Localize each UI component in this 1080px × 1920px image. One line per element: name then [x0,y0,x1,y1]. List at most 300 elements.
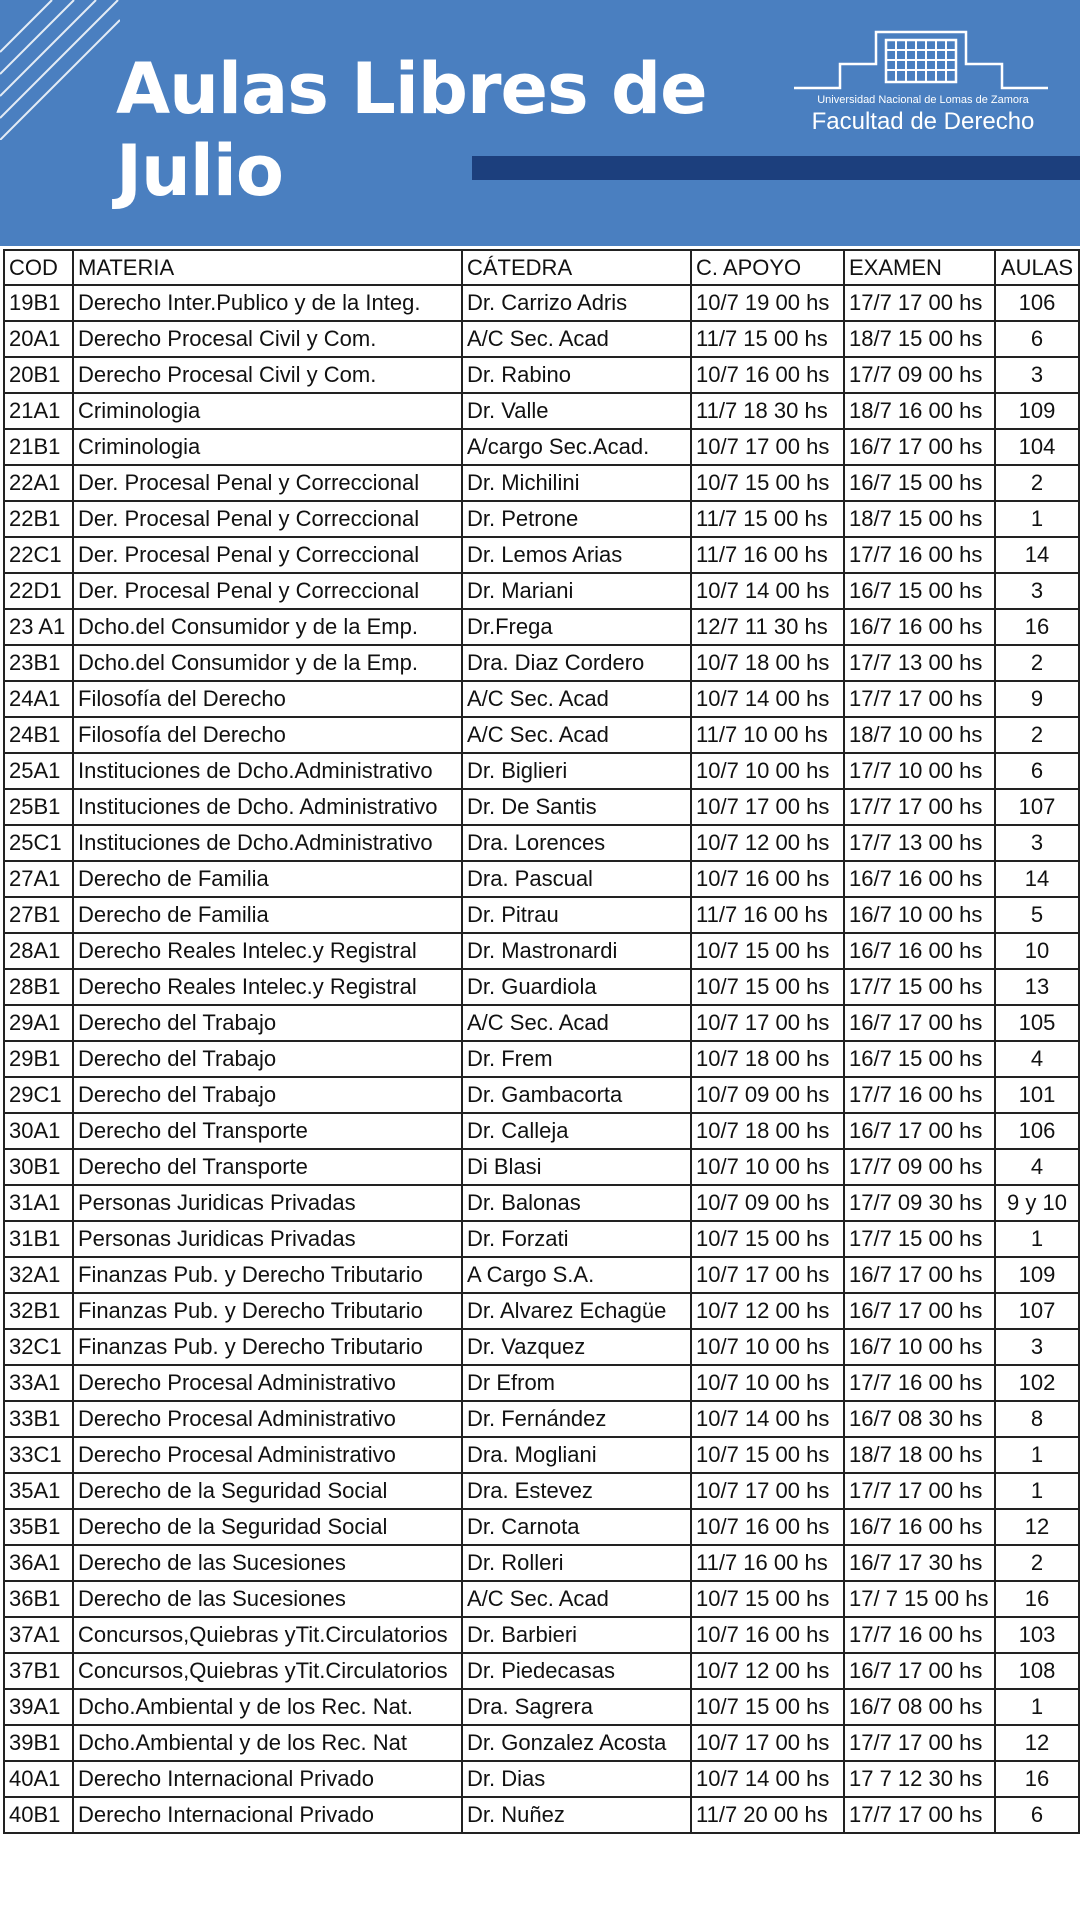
cell-cod: 24A1 [4,681,73,717]
cell-aulas: 106 [995,1113,1079,1149]
table-row [4,573,1079,609]
cell-aulas: 6 [995,753,1079,789]
cell-aulas: 8 [995,1401,1079,1437]
cell-apoyo: 10/7 15 00 hs [691,465,844,501]
cell-aulas: 1 [995,1689,1079,1725]
cell-cod: 20B1 [4,357,73,393]
cell-materia: Derecho de Familia [73,861,462,897]
cell-materia: Derecho del Transporte [73,1113,462,1149]
table-row [4,1185,1079,1221]
table-row [4,429,1079,465]
cell-cod: 36B1 [4,1581,73,1617]
cell-aulas: 2 [995,645,1079,681]
cell-cod: 32B1 [4,1293,73,1329]
cell-materia: Derecho de la Seguridad Social [73,1473,462,1509]
cell-examen: 17/7 17 00 hs [844,1797,995,1833]
table-row [4,537,1079,573]
cell-cod: 23B1 [4,645,73,681]
classroom-table-container [3,249,1078,1834]
cell-examen: 17/7 17 00 hs [844,681,995,717]
cell-examen: 17/7 15 00 hs [844,969,995,1005]
cell-examen: 16/7 15 00 hs [844,573,995,609]
cell-aulas: 3 [995,825,1079,861]
table-row [4,1077,1079,1113]
cell-examen: 17 7 12 30 hs [844,1761,995,1797]
table-row [4,1149,1079,1185]
cell-apoyo: 10/7 15 00 hs [691,933,844,969]
cell-materia: Personas Juridicas Privadas [73,1221,462,1257]
header [0,0,1080,246]
cell-examen: 17/7 16 00 hs [844,1077,995,1113]
cell-examen: 17/7 09 30 hs [844,1185,995,1221]
cell-cod: 21B1 [4,429,73,465]
accent-band [472,156,1080,180]
cell-apoyo: 10/7 17 00 hs [691,1473,844,1509]
cell-catedra: A Cargo S.A. [462,1257,691,1293]
cell-aulas: 108 [995,1653,1079,1689]
cell-apoyo: 11/7 16 00 hs [691,1545,844,1581]
cell-materia: Derecho del Trabajo [73,1005,462,1041]
cell-aulas: 107 [995,789,1079,825]
cell-aulas: 104 [995,429,1079,465]
cell-materia: Personas Juridicas Privadas [73,1185,462,1221]
cell-cod: 21A1 [4,393,73,429]
cell-cod: 35B1 [4,1509,73,1545]
cell-examen: 16/7 17 00 hs [844,429,995,465]
cell-aulas: 105 [995,1005,1079,1041]
cell-materia: Filosofía del Derecho [73,717,462,753]
cell-catedra: Di Blasi [462,1149,691,1185]
cell-catedra: Dr. Carrizo Adris [462,285,691,321]
table-row [4,1761,1079,1797]
table-row [4,1473,1079,1509]
cell-examen: 18/7 10 00 hs [844,717,995,753]
cell-catedra: Dr. Gonzalez Acosta [462,1725,691,1761]
cell-cod: 39A1 [4,1689,73,1725]
cell-examen: 16/7 10 00 hs [844,1329,995,1365]
cell-materia: Dcho.Ambiental y de los Rec. Nat. [73,1689,462,1725]
col-header-apoyo: C. APOYO [691,250,844,285]
col-header-catedra: CÁTEDRA [462,250,691,285]
cell-catedra: Dr. De Santis [462,789,691,825]
cell-materia: Finanzas Pub. y Derecho Tributario [73,1293,462,1329]
cell-examen: 16/7 16 00 hs [844,861,995,897]
cell-cod: 31B1 [4,1221,73,1257]
cell-examen: 17/7 09 00 hs [844,1149,995,1185]
cell-cod: 23 A1 [4,609,73,645]
cell-aulas: 102 [995,1365,1079,1401]
cell-examen: 16/7 16 00 hs [844,933,995,969]
cell-materia: Derecho del Transporte [73,1149,462,1185]
cell-apoyo: 10/7 15 00 hs [691,1221,844,1257]
cell-examen: 16/7 17 00 hs [844,1653,995,1689]
cell-apoyo: 10/7 12 00 hs [691,1293,844,1329]
cell-examen: 16/7 17 00 hs [844,1005,995,1041]
table-row [4,861,1079,897]
cell-materia: Derecho del Trabajo [73,1077,462,1113]
cell-catedra: Dr. Mastronardi [462,933,691,969]
cell-examen: 17/7 17 00 hs [844,285,995,321]
cell-apoyo: 11/7 16 00 hs [691,897,844,933]
cell-aulas: 5 [995,897,1079,933]
cell-aulas: 109 [995,393,1079,429]
cell-cod: 20A1 [4,321,73,357]
table-row [4,1221,1079,1257]
cell-aulas: 13 [995,969,1079,1005]
cell-materia: Derecho de las Sucesiones [73,1581,462,1617]
cell-apoyo: 10/7 17 00 hs [691,1005,844,1041]
cell-catedra: Dr. Frem [462,1041,691,1077]
cell-apoyo: 11/7 15 00 hs [691,321,844,357]
cell-aulas: 1 [995,1473,1079,1509]
cell-catedra: Dra. Mogliani [462,1437,691,1473]
cell-examen: 16/7 15 00 hs [844,1041,995,1077]
cell-apoyo: 11/7 20 00 hs [691,1797,844,1833]
cell-apoyo: 12/7 11 30 hs [691,609,844,645]
cell-materia: Dcho.del Consumidor y de la Emp. [73,609,462,645]
table-row [4,1401,1079,1437]
title-line-1: Aulas Libres de [116,48,707,130]
cell-apoyo: 10/7 17 00 hs [691,1725,844,1761]
cell-examen: 17/ 7 15 00 hs [844,1581,995,1617]
cell-cod: 19B1 [4,285,73,321]
table-row [4,1689,1079,1725]
cell-aulas: 3 [995,573,1079,609]
cell-aulas: 1 [995,1221,1079,1257]
table-row [4,969,1079,1005]
table-row [4,1437,1079,1473]
table-row [4,825,1079,861]
cell-materia: Criminologia [73,429,462,465]
cell-catedra: Dr. Nuñez [462,1797,691,1833]
cell-examen: 17/7 16 00 hs [844,1365,995,1401]
cell-cod: 33A1 [4,1365,73,1401]
cell-catedra: Dra. Estevez [462,1473,691,1509]
cell-aulas: 101 [995,1077,1079,1113]
cell-apoyo: 10/7 12 00 hs [691,1653,844,1689]
cell-apoyo: 10/7 14 00 hs [691,573,844,609]
cell-aulas: 4 [995,1149,1079,1185]
cell-catedra: A/C Sec. Acad [462,717,691,753]
cell-aulas: 1 [995,501,1079,537]
cell-examen: 17/7 09 00 hs [844,357,995,393]
cell-cod: 25C1 [4,825,73,861]
cell-catedra: Dr. Guardiola [462,969,691,1005]
table-row [4,681,1079,717]
cell-catedra: Dr. Pitrau [462,897,691,933]
cell-materia: Concursos,Quiebras yTit.Circulatorios [73,1617,462,1653]
cell-aulas: 1 [995,1437,1079,1473]
table-row [4,357,1079,393]
cell-examen: 17/7 10 00 hs [844,753,995,789]
cell-cod: 40B1 [4,1797,73,1833]
cell-cod: 37B1 [4,1653,73,1689]
cell-materia: Instituciones de Dcho.Administrativo [73,825,462,861]
table-row [4,465,1079,501]
col-header-materia: MATERIA [73,250,462,285]
cell-cod: 33B1 [4,1401,73,1437]
cell-apoyo: 10/7 17 00 hs [691,429,844,465]
cell-catedra: Dr. Biglieri [462,753,691,789]
cell-materia: Derecho Reales Intelec.y Registral [73,933,462,969]
cell-materia: Filosofía del Derecho [73,681,462,717]
cell-materia: Derecho Internacional Privado [73,1797,462,1833]
table-row [4,645,1079,681]
cell-materia: Derecho Procesal Civil y Com. [73,357,462,393]
table-row [4,1365,1079,1401]
cell-catedra: Dr. Fernández [462,1401,691,1437]
cell-aulas: 3 [995,357,1079,393]
cell-apoyo: 10/7 18 00 hs [691,645,844,681]
table-header-row [4,250,1079,285]
cell-aulas: 2 [995,717,1079,753]
cell-examen: 17/7 17 00 hs [844,1473,995,1509]
cell-materia: Der. Procesal Penal y Correccional [73,537,462,573]
cell-materia: Dcho.del Consumidor y de la Emp. [73,645,462,681]
cell-catedra: Dra. Diaz Cordero [462,645,691,681]
cell-cod: 36A1 [4,1545,73,1581]
cell-cod: 29C1 [4,1077,73,1113]
cell-catedra: Dr. Valle [462,393,691,429]
cell-catedra: Dr. Vazquez [462,1329,691,1365]
cell-examen: 17/7 16 00 hs [844,537,995,573]
cell-catedra: Dr. Petrone [462,501,691,537]
cell-catedra: A/C Sec. Acad [462,1581,691,1617]
cell-materia: Der. Procesal Penal y Correccional [73,573,462,609]
cell-materia: Instituciones de Dcho. Administrativo [73,789,462,825]
cell-examen: 17/7 16 00 hs [844,1617,995,1653]
cell-examen: 16/7 16 00 hs [844,1509,995,1545]
cell-examen: 16/7 17 00 hs [844,1257,995,1293]
logo-faculty-name: Facultad de Derecho [811,108,1035,135]
cell-catedra: Dra. Sagrera [462,1689,691,1725]
table-row [4,1725,1079,1761]
cell-cod: 37A1 [4,1617,73,1653]
cell-examen: 16/7 08 00 hs [844,1689,995,1725]
cell-materia: Finanzas Pub. y Derecho Tributario [73,1257,462,1293]
cell-catedra: Dr. Balonas [462,1185,691,1221]
cell-apoyo: 11/7 15 00 hs [691,501,844,537]
cell-examen: 16/7 17 00 hs [844,1113,995,1149]
cell-apoyo: 10/7 19 00 hs [691,285,844,321]
table-row [4,1257,1079,1293]
cell-cod: 28A1 [4,933,73,969]
cell-materia: Derecho Procesal Administrativo [73,1437,462,1473]
cell-apoyo: 10/7 14 00 hs [691,1401,844,1437]
cell-apoyo: 10/7 16 00 hs [691,1509,844,1545]
cell-catedra: A/C Sec. Acad [462,681,691,717]
cell-examen: 18/7 15 00 hs [844,321,995,357]
table-row [4,1581,1079,1617]
table-row [4,753,1079,789]
table-row [4,1329,1079,1365]
cell-aulas: 12 [995,1725,1079,1761]
building-icon [790,26,1052,92]
cell-apoyo: 10/7 10 00 hs [691,1149,844,1185]
cell-materia: Instituciones de Dcho.Administrativo [73,753,462,789]
table-row [4,501,1079,537]
cell-examen: 17/7 15 00 hs [844,1221,995,1257]
diagonal-stripes-decoration [0,0,120,140]
table-row [4,1545,1079,1581]
cell-cod: 39B1 [4,1725,73,1761]
cell-apoyo: 10/7 15 00 hs [691,1581,844,1617]
cell-aulas: 9 y 10 [995,1185,1079,1221]
cell-aulas: 9 [995,681,1079,717]
table-row [4,609,1079,645]
table-row [4,1005,1079,1041]
cell-catedra: Dr Efrom [462,1365,691,1401]
classroom-table [3,249,1080,1834]
cell-materia: Derecho de Familia [73,897,462,933]
cell-materia: Dcho.Ambiental y de los Rec. Nat [73,1725,462,1761]
cell-examen: 16/7 08 30 hs [844,1401,995,1437]
cell-apoyo: 11/7 10 00 hs [691,717,844,753]
faculty-logo [790,26,1052,136]
cell-aulas: 2 [995,465,1079,501]
cell-catedra: A/cargo Sec.Acad. [462,429,691,465]
cell-cod: 35A1 [4,1473,73,1509]
cell-apoyo: 10/7 16 00 hs [691,1617,844,1653]
cell-examen: 16/7 17 30 hs [844,1545,995,1581]
col-header-examen: EXAMEN [844,250,995,285]
table-row [4,1113,1079,1149]
cell-materia: Derecho Inter.Publico y de la Integ. [73,285,462,321]
cell-apoyo: 10/7 18 00 hs [691,1113,844,1149]
page-title [116,48,707,212]
cell-examen: 17/7 17 00 hs [844,1725,995,1761]
cell-catedra: Dr. Forzati [462,1221,691,1257]
cell-catedra: A/C Sec. Acad [462,1005,691,1041]
cell-materia: Derecho Procesal Administrativo [73,1365,462,1401]
cell-aulas: 14 [995,537,1079,573]
cell-cod: 27B1 [4,897,73,933]
table-row [4,1293,1079,1329]
table-row [4,897,1079,933]
cell-aulas: 2 [995,1545,1079,1581]
cell-cod: 29A1 [4,1005,73,1041]
cell-aulas: 16 [995,609,1079,645]
cell-catedra: Dr. Dias [462,1761,691,1797]
cell-apoyo: 10/7 14 00 hs [691,1761,844,1797]
cell-apoyo: 10/7 12 00 hs [691,825,844,861]
cell-examen: 16/7 16 00 hs [844,609,995,645]
cell-materia: Derecho Procesal Administrativo [73,1401,462,1437]
cell-cod: 33C1 [4,1437,73,1473]
cell-apoyo: 10/7 09 00 hs [691,1185,844,1221]
cell-aulas: 106 [995,285,1079,321]
cell-catedra: Dr. Piedecasas [462,1653,691,1689]
cell-aulas: 3 [995,1329,1079,1365]
cell-catedra: A/C Sec. Acad [462,321,691,357]
table-row [4,1617,1079,1653]
table-row [4,1653,1079,1689]
cell-cod: 29B1 [4,1041,73,1077]
table-row [4,1041,1079,1077]
table-row [4,717,1079,753]
cell-cod: 32A1 [4,1257,73,1293]
cell-catedra: Dr. Barbieri [462,1617,691,1653]
cell-apoyo: 10/7 15 00 hs [691,969,844,1005]
cell-cod: 32C1 [4,1329,73,1365]
cell-examen: 18/7 16 00 hs [844,393,995,429]
cell-aulas: 4 [995,1041,1079,1077]
cell-materia: Derecho Internacional Privado [73,1761,462,1797]
cell-materia: Der. Procesal Penal y Correccional [73,501,462,537]
cell-cod: 30B1 [4,1149,73,1185]
cell-apoyo: 10/7 17 00 hs [691,1257,844,1293]
cell-materia: Derecho Reales Intelec.y Registral [73,969,462,1005]
cell-catedra: Dr. Michilini [462,465,691,501]
cell-examen: 17/7 17 00 hs [844,789,995,825]
cell-materia: Finanzas Pub. y Derecho Tributario [73,1329,462,1365]
cell-catedra: Dr. Alvarez Echagüe [462,1293,691,1329]
cell-aulas: 107 [995,1293,1079,1329]
table-row [4,1797,1079,1833]
cell-cod: 28B1 [4,969,73,1005]
cell-cod: 25B1 [4,789,73,825]
cell-materia: Criminologia [73,393,462,429]
cell-cod: 22C1 [4,537,73,573]
cell-aulas: 6 [995,1797,1079,1833]
table-row [4,933,1079,969]
cell-apoyo: 10/7 18 00 hs [691,1041,844,1077]
cell-aulas: 109 [995,1257,1079,1293]
cell-examen: 16/7 10 00 hs [844,897,995,933]
cell-catedra: Dr.Frega [462,609,691,645]
cell-examen: 18/7 15 00 hs [844,501,995,537]
cell-cod: 22B1 [4,501,73,537]
cell-materia: Concursos,Quiebras yTit.Circulatorios [73,1653,462,1689]
cell-apoyo: 10/7 10 00 hs [691,753,844,789]
cell-apoyo: 10/7 17 00 hs [691,789,844,825]
cell-catedra: Dr. Lemos Arias [462,537,691,573]
cell-apoyo: 11/7 16 00 hs [691,537,844,573]
cell-catedra: Dra. Lorences [462,825,691,861]
cell-catedra: Dr. Rabino [462,357,691,393]
cell-cod: 25A1 [4,753,73,789]
cell-examen: 17/7 13 00 hs [844,645,995,681]
cell-apoyo: 10/7 14 00 hs [691,681,844,717]
cell-apoyo: 10/7 15 00 hs [691,1437,844,1473]
col-header-aulas: AULAS [995,250,1079,285]
cell-apoyo: 11/7 18 30 hs [691,393,844,429]
cell-catedra: Dr. Rolleri [462,1545,691,1581]
table-row [4,1509,1079,1545]
title-line-2: Julio [116,130,283,212]
table-row [4,393,1079,429]
cell-aulas: 16 [995,1581,1079,1617]
cell-apoyo: 10/7 10 00 hs [691,1365,844,1401]
table-row [4,285,1079,321]
cell-examen: 16/7 15 00 hs [844,465,995,501]
cell-aulas: 16 [995,1761,1079,1797]
cell-aulas: 12 [995,1509,1079,1545]
cell-catedra: Dr. Gambacorta [462,1077,691,1113]
col-header-cod: COD [4,250,73,285]
cell-materia: Derecho de las Sucesiones [73,1545,462,1581]
cell-apoyo: 10/7 10 00 hs [691,1329,844,1365]
cell-cod: 24B1 [4,717,73,753]
cell-cod: 30A1 [4,1113,73,1149]
logo-university-name: Universidad Nacional de Lomas de Zamora [817,94,1029,106]
cell-cod: 22D1 [4,573,73,609]
cell-examen: 16/7 17 00 hs [844,1293,995,1329]
cell-cod: 31A1 [4,1185,73,1221]
cell-materia: Derecho Procesal Civil y Com. [73,321,462,357]
cell-catedra: Dra. Pascual [462,861,691,897]
cell-catedra: Dr. Carnota [462,1509,691,1545]
